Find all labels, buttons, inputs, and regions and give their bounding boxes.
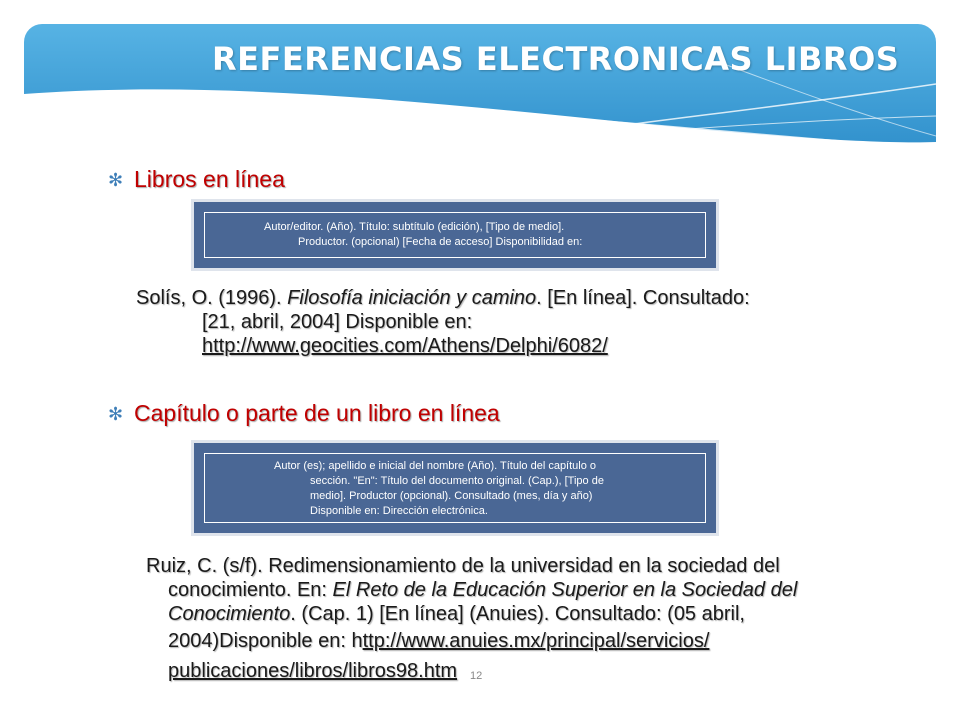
- bullet-capitulo-libro: [108, 400, 500, 427]
- book-title: Filosofía iniciación y camino: [287, 287, 537, 309]
- book-title: El Reto de la Educación Superior en la Sociedad del: [332, 579, 798, 601]
- reference-example-2-line5: [168, 660, 457, 682]
- reference-example-2-line2: conocimiento. En: El Reto de la Educación Superior en la Sociedad del: [168, 579, 798, 601]
- book-title: Conocimiento: [168, 603, 291, 625]
- format-box-capitulo: [194, 443, 716, 533]
- format-box-libros: [194, 202, 716, 268]
- format-line: Productor. (opcional) [Fecha de acceso] Disponibilidad en:: [298, 236, 583, 248]
- reference-example-1-line3: [202, 335, 608, 357]
- asterisk-icon: ✻: [108, 169, 124, 190]
- reference-link[interactable]: ttp://www.anuies.mx/principal/servicios/: [362, 630, 710, 652]
- format-line: Autor/editor. (Año). Título: subtítulo (edición), [Tipo de medio].: [264, 221, 565, 233]
- format-line: Disponible en: Dirección electrónica.: [310, 505, 488, 517]
- bullet-libros-en-linea: [108, 166, 285, 193]
- section-heading: Libros en línea: [134, 166, 285, 192]
- slide-title: REFERENCIAS ELECTRONICAS LIBROS: [212, 40, 900, 78]
- reference-link[interactable]: publicaciones/libros/libros98.htm: [168, 660, 458, 682]
- reference-example-2-line4: 2004)Disponible en: http://www.anuies.mx/principal/servicios/: [168, 630, 710, 652]
- format-line: Autor (es); apellido e inicial del nombre (Año). Título del capítulo o: [274, 460, 597, 472]
- asterisk-icon: ✻: [108, 403, 124, 424]
- page-number: 12: [470, 670, 483, 682]
- format-line: medio]. Productor (opcional). Consultado (mes, día y año): [310, 490, 593, 502]
- reference-link[interactable]: http://www.geocities.com/Athens/Delphi/6082/: [202, 335, 608, 357]
- section-heading: Capítulo o parte de un libro en línea: [134, 400, 500, 426]
- reference-example-1-line1: Solís, O. (1996). Filosofía iniciación y camino. [En línea]. Consultado:: [136, 287, 750, 309]
- format-box-border: [204, 212, 706, 258]
- reference-example-2-line1: Ruiz, C. (s/f). Redimensionamiento de la universidad en la sociedad del: [146, 555, 780, 577]
- reference-example-2-line3: Conocimiento. (Cap. 1) [En línea] (Anuies). Consultado: (05 abril,: [168, 603, 745, 625]
- reference-example-1-line2: [21, abril, 2004] Disponible en:: [202, 311, 473, 333]
- format-line: sección. "En": Título del documento original. (Cap.), [Tipo de: [310, 475, 604, 487]
